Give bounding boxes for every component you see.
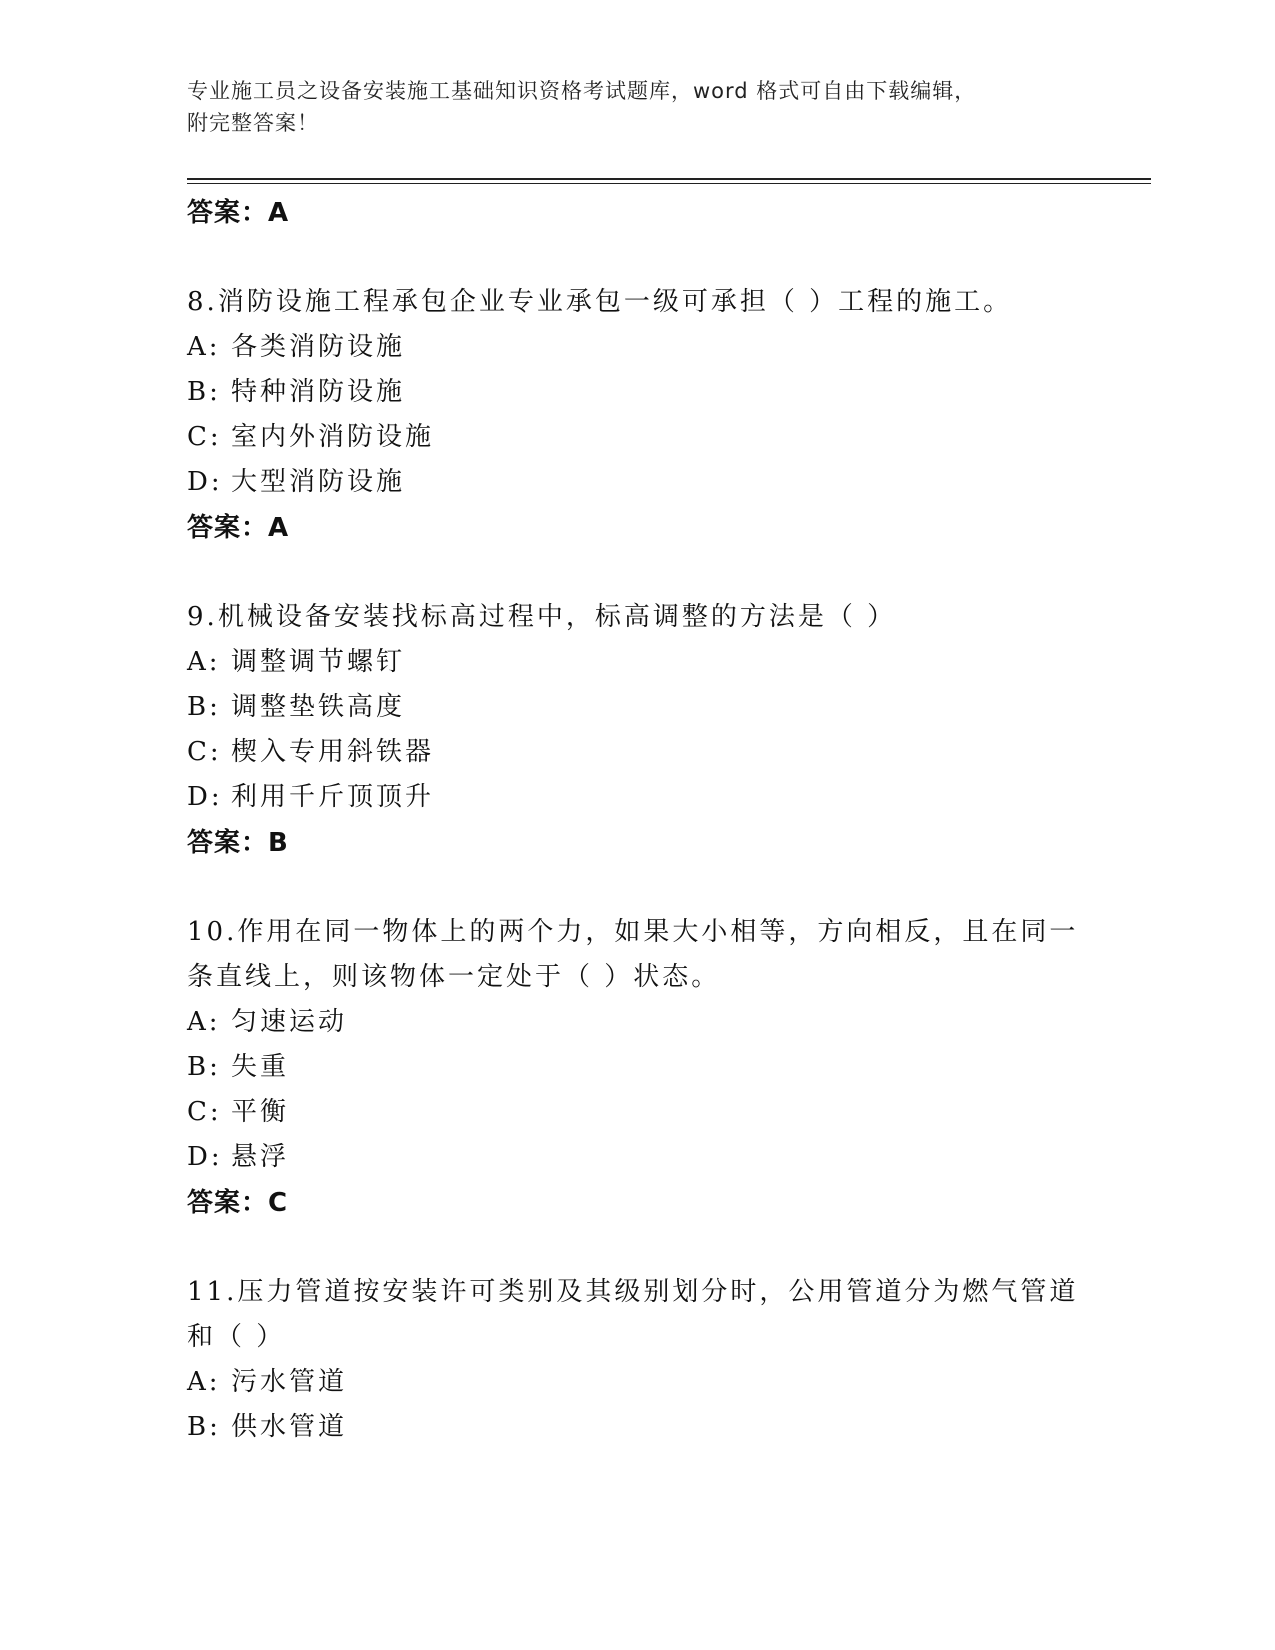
- option-key: C:: [187, 1097, 222, 1127]
- option-a: [187, 325, 1087, 370]
- spacer: [187, 236, 1087, 280]
- option-b: [187, 1045, 1087, 1090]
- spacer: [187, 866, 1087, 910]
- question-list: [187, 190, 1087, 1450]
- question-text-continued: 和（ ）: [187, 1322, 286, 1352]
- option-text: 调整调节螺钉: [231, 647, 406, 677]
- option-key: B:: [187, 1052, 221, 1082]
- option-text: 利用千斤顶顶升: [231, 782, 435, 812]
- option-text: 污水管道: [231, 1367, 348, 1397]
- question-line: 消防设施工程承包企业专业承包一级可承担（ ）工程的施工。: [217, 287, 1013, 317]
- question-number: 9.: [187, 602, 218, 632]
- answer-line: 答案：A: [187, 513, 290, 543]
- option-text: 平衡: [231, 1097, 290, 1127]
- question-text-continued: 条直线上，则该物体一定处于（ ）状态。: [187, 962, 721, 992]
- option-a: [187, 640, 1087, 685]
- question-number: 10.: [187, 917, 238, 947]
- question-line: 作用在同一物体上的两个力，如果大小相等，方向相反，且在同一: [237, 917, 1079, 947]
- question-line: 机械设备安装找标高过程中，标高调整的方法是（ ）: [217, 602, 897, 632]
- option-c: [187, 415, 1087, 460]
- option-a: [187, 1360, 1087, 1405]
- header-line-1: 专业施工员之设备安装施工基础知识资格考试题库，word 格式可自由下载编辑，: [187, 79, 977, 103]
- option-d: [187, 775, 1087, 820]
- question-text: [187, 280, 1087, 325]
- option-key: D:: [187, 782, 223, 812]
- option-text: 室内外消防设施: [231, 422, 435, 452]
- question-text: [187, 595, 1087, 640]
- option-key: A:: [187, 1007, 221, 1037]
- option-text: 失重: [231, 1052, 290, 1082]
- header-divider-thin: [187, 183, 1151, 184]
- option-c: [187, 730, 1087, 775]
- option-key: A:: [187, 332, 221, 362]
- option-key: D:: [187, 1142, 223, 1172]
- option-c: [187, 1090, 1087, 1135]
- question-item: [187, 595, 1087, 866]
- answer-line: 答案：B: [187, 828, 289, 858]
- option-b: [187, 685, 1087, 730]
- option-key: C:: [187, 422, 222, 452]
- option-key: B:: [187, 377, 221, 407]
- option-b: [187, 1405, 1087, 1450]
- question-number: 8.: [187, 287, 218, 317]
- answer-line: 答案：A: [187, 198, 290, 228]
- option-key: B:: [187, 1412, 221, 1442]
- option-key: A:: [187, 1367, 221, 1397]
- option-d: [187, 460, 1087, 505]
- option-text: 特种消防设施: [231, 377, 406, 407]
- question-number: 11.: [187, 1277, 238, 1307]
- option-key: A:: [187, 647, 221, 677]
- option-d: [187, 1135, 1087, 1180]
- option-text: 供水管道: [231, 1412, 348, 1442]
- question-item: [187, 1270, 1087, 1450]
- option-text: 调整垫铁高度: [231, 692, 406, 722]
- question-text: [187, 910, 1087, 955]
- page-header: [187, 75, 1087, 139]
- question-text: [187, 1270, 1087, 1315]
- option-key: B:: [187, 692, 221, 722]
- spacer: [187, 551, 1087, 595]
- option-text: 楔入专用斜铁器: [231, 737, 435, 767]
- question-item: [187, 280, 1087, 551]
- header-divider-thick: [187, 178, 1151, 180]
- question-line: 压力管道按安装许可类别及其级别划分时，公用管道分为燃气管道: [237, 1277, 1079, 1307]
- option-text: 悬浮: [231, 1142, 290, 1172]
- option-b: [187, 370, 1087, 415]
- option-text: 匀速运动: [231, 1007, 348, 1037]
- question-item: [187, 910, 1087, 1226]
- option-text: 各类消防设施: [231, 332, 406, 362]
- option-key: C:: [187, 737, 222, 767]
- spacer: [187, 1226, 1087, 1270]
- answer-line: 答案：C: [187, 1188, 289, 1218]
- option-key: D:: [187, 467, 223, 497]
- option-text: 大型消防设施: [231, 467, 406, 497]
- header-line-2: 附完整答案！: [187, 111, 319, 135]
- option-a: [187, 1000, 1087, 1045]
